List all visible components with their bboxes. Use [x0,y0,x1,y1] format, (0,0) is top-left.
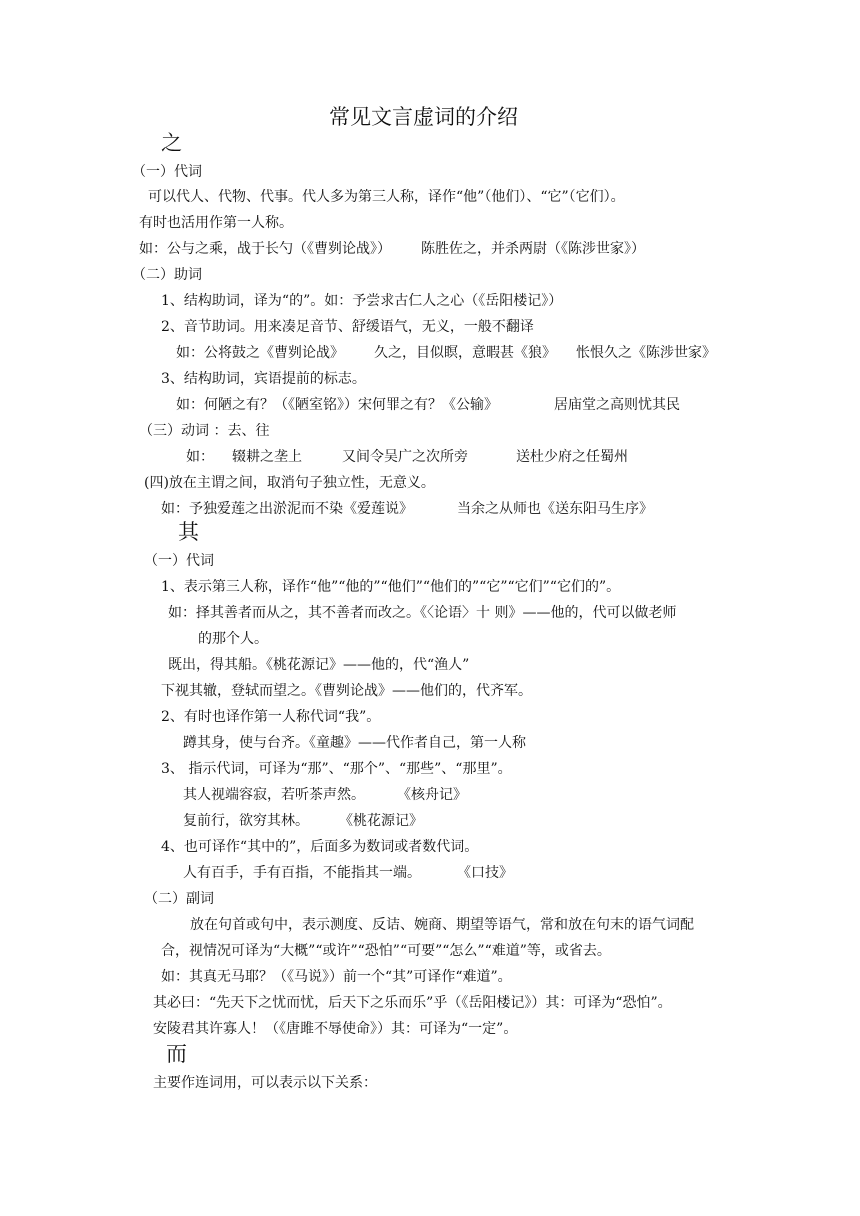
zhi-fourth-example-a: 如：予独爱莲之出淤泥而不染《爱莲说》 [161,501,413,517]
zhi-aux2-example-a: 如：公将鼓之《曹刿论战》 [176,345,344,361]
zhi-pronoun-desc-line2: 有时也活用作第一人称。 [139,215,293,231]
qi-adverb-example-1: 如：其真无马耶？（《马说》）前一个“其”可译作“难道”。 [161,969,512,985]
zhi-aux3-example-b: 居庙堂之高则忧其民 [554,397,680,413]
qi-item-3-example-2-text: 复前行，欲穷其林。 [183,813,309,829]
qi-adverb-desc-line2: 合，视情况可译为“大概”“或许”“恐怕”“可要”“怎么”“难道”等，或省去。 [161,943,611,959]
qi-pronoun-item-3: 3、 指示代词，可译为“那”、“那个”、“那些”、“那里”。 [161,761,512,777]
zhi-verb-example-b: 又间令吴广之次所旁 [342,449,468,465]
zhi-pronoun-example-a: 如：公与之乘，战于长勺（《曹刿论战》） [139,241,391,257]
zhi-pronoun-example-b: 陈胜佐之，并杀两尉（《陈涉世家》） [421,241,645,257]
qi-item-3-example-1-source: 《核舟记》 [397,787,467,803]
qi-pronoun-item-4: 4、也可译作“其中的”，后面多为数词或者数代词。 [161,839,479,855]
er-intro: 主要作连词用，可以表示以下关系： [153,1075,377,1091]
zhi-auxiliary-heading: （二）助词 [132,267,202,283]
qi-item-1-example-1-line1: 如：择其善者而从之，其不善者而改之。《〈论语〉十 则》——他的，代可以做老师 [168,605,677,621]
qi-item-1-example-3: 下视其辙，登轼而望之。《曹刿论战》——他们的，代齐军。 [161,683,532,699]
zhi-fourth-example-b: 当余之从师也《送东阳马生序》 [457,501,653,517]
zhi-pronoun-heading: （一）代词 [132,164,202,180]
qi-item-3-example-2-source: 《桃花源记》 [339,813,423,829]
qi-item-4-example-source: 《口技》 [457,865,513,881]
section-heading-er: 而 [166,1042,187,1066]
zhi-aux2-example-c: 怅恨久之《陈涉世家》 [576,345,716,361]
qi-item-4-example-text: 人有百手，手有百指，不能指其一端。 [183,865,421,881]
zhi-auxiliary-item-1: 1、结构助词，译为“的”。如：予尝求古仁人之心（《岳阳楼记》） [161,293,563,309]
zhi-verb-heading: （三）动词 ：去、往 [139,423,270,439]
qi-adverb-example-3: 安陵君其许寡人！（《唐雎不辱使命》）其：可译为“一定”。 [153,1021,518,1037]
qi-adverb-example-2: 其必曰：“先天下之忧而忧，后天下之乐而乐”乎（《岳阳楼记》）其：可译为“恐怕”。 [153,995,672,1011]
zhi-auxiliary-item-3: 3、结构助词，宾语提前的标志。 [161,371,366,387]
zhi-aux3-example-a: 如：何陋之有？（《陋室铭》）宋何罪之有？《公输》 [176,397,498,413]
zhi-aux2-example-b: 久之，目似瞑，意暇甚《狼》 [374,345,556,361]
zhi-verb-example-c: 送杜少府之任蜀州 [516,449,628,465]
qi-item-1-example-2: 既出，得其船。《桃花源记》——他的，代“渔人” [168,657,470,673]
qi-pronoun-item-1: 1、表示第三人称，译作“他”“他的”“他们”“他们的”“它”“它们”“它们的”。 [161,579,621,595]
section-heading-qi: 其 [178,520,199,544]
zhi-verb-example-prefix: 如： [186,449,214,465]
qi-adverb-heading: （二）副词 [144,891,214,907]
qi-pronoun-item-2: 2、有时也译作第一人称代词“我”。 [161,709,381,725]
qi-pronoun-heading: （一）代词 [144,553,214,569]
qi-item-2-example: 蹲其身，使与台齐。《童趣》——代作者自己，第一人称 [183,735,526,751]
zhi-pronoun-desc-line1: 可以代人、代物、代事。代人多为第三人称，译作“他”（他们）、“它”（它们）。 [148,189,625,205]
section-heading-zhi: 之 [161,131,182,155]
qi-item-3-example-1-text: 其人视端容寂，若听茶声然。 [183,787,365,803]
page-title: 常见文言虚词的介绍 [329,105,518,129]
zhi-fourth-heading: (四)放在主谓之间，取消句子独立性，无意义。 [144,475,435,491]
qi-adverb-desc-line1: 放在句首或句中，表示测度、反诘、婉商、期望等语气，常和放在句末的语气词配 [190,917,694,933]
zhi-auxiliary-item-2: 2、音节助词。用来凑足音节、舒缓语气，无义，一般不翻译 [161,319,534,335]
qi-item-1-example-1-line2: 的那个人。 [198,631,268,647]
zhi-verb-example-a: 辍耕之垄上 [232,449,302,465]
